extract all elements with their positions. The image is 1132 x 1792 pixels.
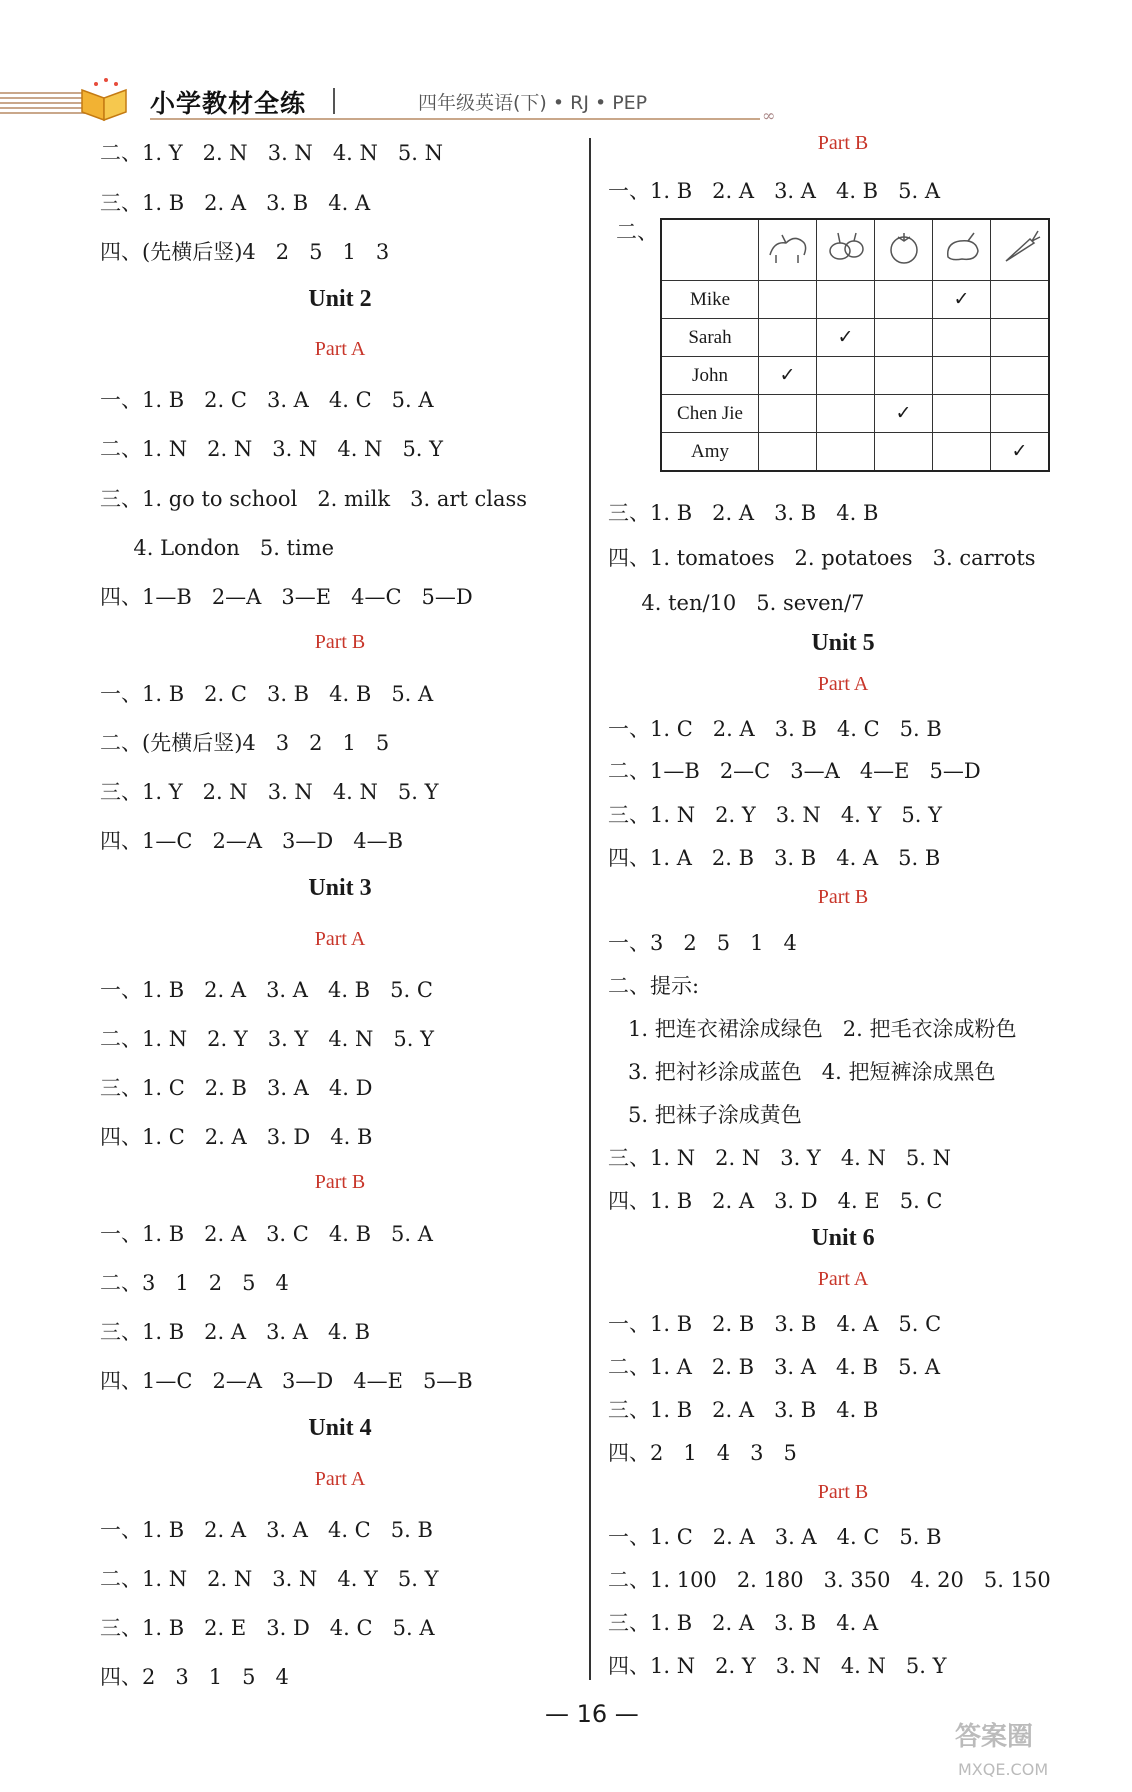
answer-line: 一、3 2 5 1 4 xyxy=(608,931,797,955)
grid-cell xyxy=(817,395,875,433)
answer-line: 三、1. go to school 2. milk 3. art class xyxy=(100,487,528,511)
check-mark: ✓ xyxy=(759,357,817,395)
answer-line: 二、3 1 2 5 4 xyxy=(100,1271,289,1295)
header-rule xyxy=(150,118,760,120)
part-title: Part A xyxy=(314,928,366,950)
answer-line: 三、1. B 2. E 3. D 4. C 5. A xyxy=(100,1616,435,1640)
title-separator xyxy=(333,88,335,114)
grid-cell xyxy=(817,281,875,319)
book-subtitle: 四年级英语(下) • RJ • PEP xyxy=(418,92,648,114)
answer-line: 三、1. Y 2. N 3. N 4. N 5. Y xyxy=(100,780,439,804)
book-logo-icon xyxy=(78,76,134,122)
answer-line: 四、1—C 2—A 3—D 4—B xyxy=(100,829,404,853)
answer-grid xyxy=(660,218,1050,472)
row-name: Amy xyxy=(661,433,759,472)
answer-line: 二、1. 100 2. 180 3. 350 4. 20 5. 150 xyxy=(608,1568,1051,1592)
grid-cell xyxy=(817,433,875,472)
check-mark: ✓ xyxy=(875,395,933,433)
grid-row xyxy=(661,357,1049,395)
answer-line: 一、1. B 2. A 3. A 4. B 5. A xyxy=(608,179,941,203)
answer-line: 四、2 1 4 3 5 xyxy=(608,1441,797,1465)
watermark-logo: 答案圈 xyxy=(955,1722,1034,1752)
ornament-icon: ∞ xyxy=(762,106,776,125)
check-mark: ✓ xyxy=(991,433,1050,472)
answer-line: 四、(先横后竖)4 2 5 1 3 xyxy=(100,240,390,264)
answer-line: 一、1. B 2. A 3. A 4. B 5. C xyxy=(100,978,433,1002)
answer-line: 四、1—C 2—A 3—D 4—E 5—B xyxy=(100,1369,473,1393)
answer-line: 4. ten/10 5. seven/7 xyxy=(608,591,865,615)
carrot-picture-icon xyxy=(991,219,1050,281)
answer-line: 一、1. B 2. A 3. C 4. B 5. A xyxy=(100,1222,433,1246)
grid-cell xyxy=(933,357,991,395)
part-title: Part B xyxy=(817,886,869,908)
unit-title: Unit 4 xyxy=(308,1415,372,1441)
grid-cell xyxy=(759,395,817,433)
answer-line: 一、1. B 2. C 3. B 4. B 5. A xyxy=(100,682,434,706)
answer-line: 三、1. C 2. B 3. A 4. D xyxy=(100,1076,373,1100)
grid-cell xyxy=(933,319,991,357)
answer-line: 三、1. B 2. A 3. B 4. B xyxy=(608,501,879,525)
answer-line: 一、1. B 2. B 3. B 4. A 5. C xyxy=(608,1312,942,1336)
row-name: Sarah xyxy=(661,319,759,357)
answer-line: 二、提示: xyxy=(608,974,700,998)
answer-line: 四、1. N 2. Y 3. N 4. N 5. Y xyxy=(608,1654,947,1678)
column-divider xyxy=(589,138,591,1680)
check-mark: ✓ xyxy=(817,319,875,357)
part-title: Part A xyxy=(817,673,869,695)
answer-line: 四、1—B 2—A 3—E 4—C 5—D xyxy=(100,585,473,609)
row-name: John xyxy=(661,357,759,395)
answer-line: 三、1. B 2. A 3. B 4. B xyxy=(608,1398,879,1422)
grid-cell xyxy=(875,357,933,395)
answer-line: 四、1. A 2. B 3. B 4. A 5. B xyxy=(608,846,941,870)
answer-line: 三、1. N 2. N 3. Y 4. N 5. N xyxy=(608,1146,952,1170)
grid-cell xyxy=(991,281,1050,319)
answer-line: 二、1. Y 2. N 3. N 4. N 5. N xyxy=(100,141,444,165)
part-title: Part B xyxy=(314,631,366,653)
grid-cell xyxy=(991,357,1050,395)
green-pepper-picture-icon xyxy=(933,219,991,281)
unit-title: Unit 3 xyxy=(308,875,372,901)
grid-cell xyxy=(759,433,817,472)
book-title: 小学教材全练 xyxy=(150,89,307,118)
answer-line: 二、1. N 2. N 3. N 4. Y 5. Y xyxy=(100,1567,439,1591)
vegetable-bunch-picture-icon xyxy=(817,219,875,281)
answer-line: 二、1. A 2. B 3. A 4. B 5. A xyxy=(608,1355,941,1379)
unit-title: Unit 5 xyxy=(811,630,875,656)
answer-line: 一、1. C 2. A 3. B 4. C 5. B xyxy=(608,717,942,741)
page-number: — 16 — xyxy=(545,1700,639,1728)
answer-line: 三、1. N 2. Y 3. N 4. Y 5. Y xyxy=(608,803,943,827)
answer-line: 二、1. N 2. Y 3. Y 4. N 5. Y xyxy=(100,1027,435,1051)
answer-line: 一、1. C 2. A 3. A 4. C 5. B xyxy=(608,1525,942,1549)
tomato-picture-icon xyxy=(875,219,933,281)
answer-line: 一、1. B 2. C 3. A 4. C 5. A xyxy=(100,388,434,412)
answer-line: 5. 把袜子涂成黄色 xyxy=(608,1103,802,1127)
unit-title: Unit 6 xyxy=(811,1225,875,1251)
grid-row xyxy=(661,319,1049,357)
page-header xyxy=(0,70,800,130)
grid-cell xyxy=(991,319,1050,357)
grid-row xyxy=(661,433,1049,472)
grid-corner xyxy=(661,219,759,281)
row-name: Mike xyxy=(661,281,759,319)
check-mark: ✓ xyxy=(933,281,991,319)
part-title: Part B xyxy=(817,132,869,154)
grid-cell xyxy=(759,281,817,319)
header-stripes xyxy=(0,92,85,114)
grid-row xyxy=(661,281,1049,319)
grid-cell xyxy=(991,395,1050,433)
part-title: Part B xyxy=(817,1481,869,1503)
grid-cell xyxy=(933,433,991,472)
part-title: Part A xyxy=(314,1468,366,1490)
part-title: Part A xyxy=(314,338,366,360)
grid-cell xyxy=(817,357,875,395)
answer-line: 3. 把衬衫涂成蓝色 4. 把短裤涂成黑色 xyxy=(608,1060,996,1084)
answer-line: 三、1. B 2. A 3. B 4. A xyxy=(608,1611,879,1635)
part-title: Part B xyxy=(314,1171,366,1193)
watermark-url: MXQE.COM xyxy=(958,1760,1049,1779)
answer-line: 四、2 3 1 5 4 xyxy=(100,1665,289,1689)
animal-picture-icon xyxy=(759,219,817,281)
grid-header-row xyxy=(661,219,1049,281)
grid-cell xyxy=(875,319,933,357)
grid-cell xyxy=(875,281,933,319)
answer-line: 四、1. B 2. A 3. D 4. E 5. C xyxy=(608,1189,943,1213)
answer-line: 二、(先横后竖)4 3 2 1 5 xyxy=(100,731,390,755)
answer-line: 1. 把连衣裙涂成绿色 2. 把毛衣涂成粉色 xyxy=(608,1017,1017,1041)
answer-line: 4. London 5. time xyxy=(100,536,335,560)
answer-line: 三、1. B 2. A 3. A 4. B xyxy=(100,1320,371,1344)
answer-line: 四、1. tomatoes 2. potatoes 3. carrots xyxy=(608,546,1036,570)
row-name: Chen Jie xyxy=(661,395,759,433)
part-title: Part A xyxy=(817,1268,869,1290)
answer-line: 二、1—B 2—C 3—A 4—E 5—D xyxy=(608,759,981,783)
grid-cell xyxy=(933,395,991,433)
unit-title: Unit 2 xyxy=(308,286,372,312)
grid-cell xyxy=(875,433,933,472)
question-label: 二、 xyxy=(616,220,658,244)
answer-line: 四、1. C 2. A 3. D 4. B xyxy=(100,1125,373,1149)
answer-line: 一、1. B 2. A 3. A 4. C 5. B xyxy=(100,1518,433,1542)
answer-line: 三、1. B 2. A 3. B 4. A xyxy=(100,191,371,215)
grid-cell xyxy=(759,319,817,357)
grid-row xyxy=(661,395,1049,433)
answer-line: 二、1. N 2. N 3. N 4. N 5. Y xyxy=(100,437,444,461)
